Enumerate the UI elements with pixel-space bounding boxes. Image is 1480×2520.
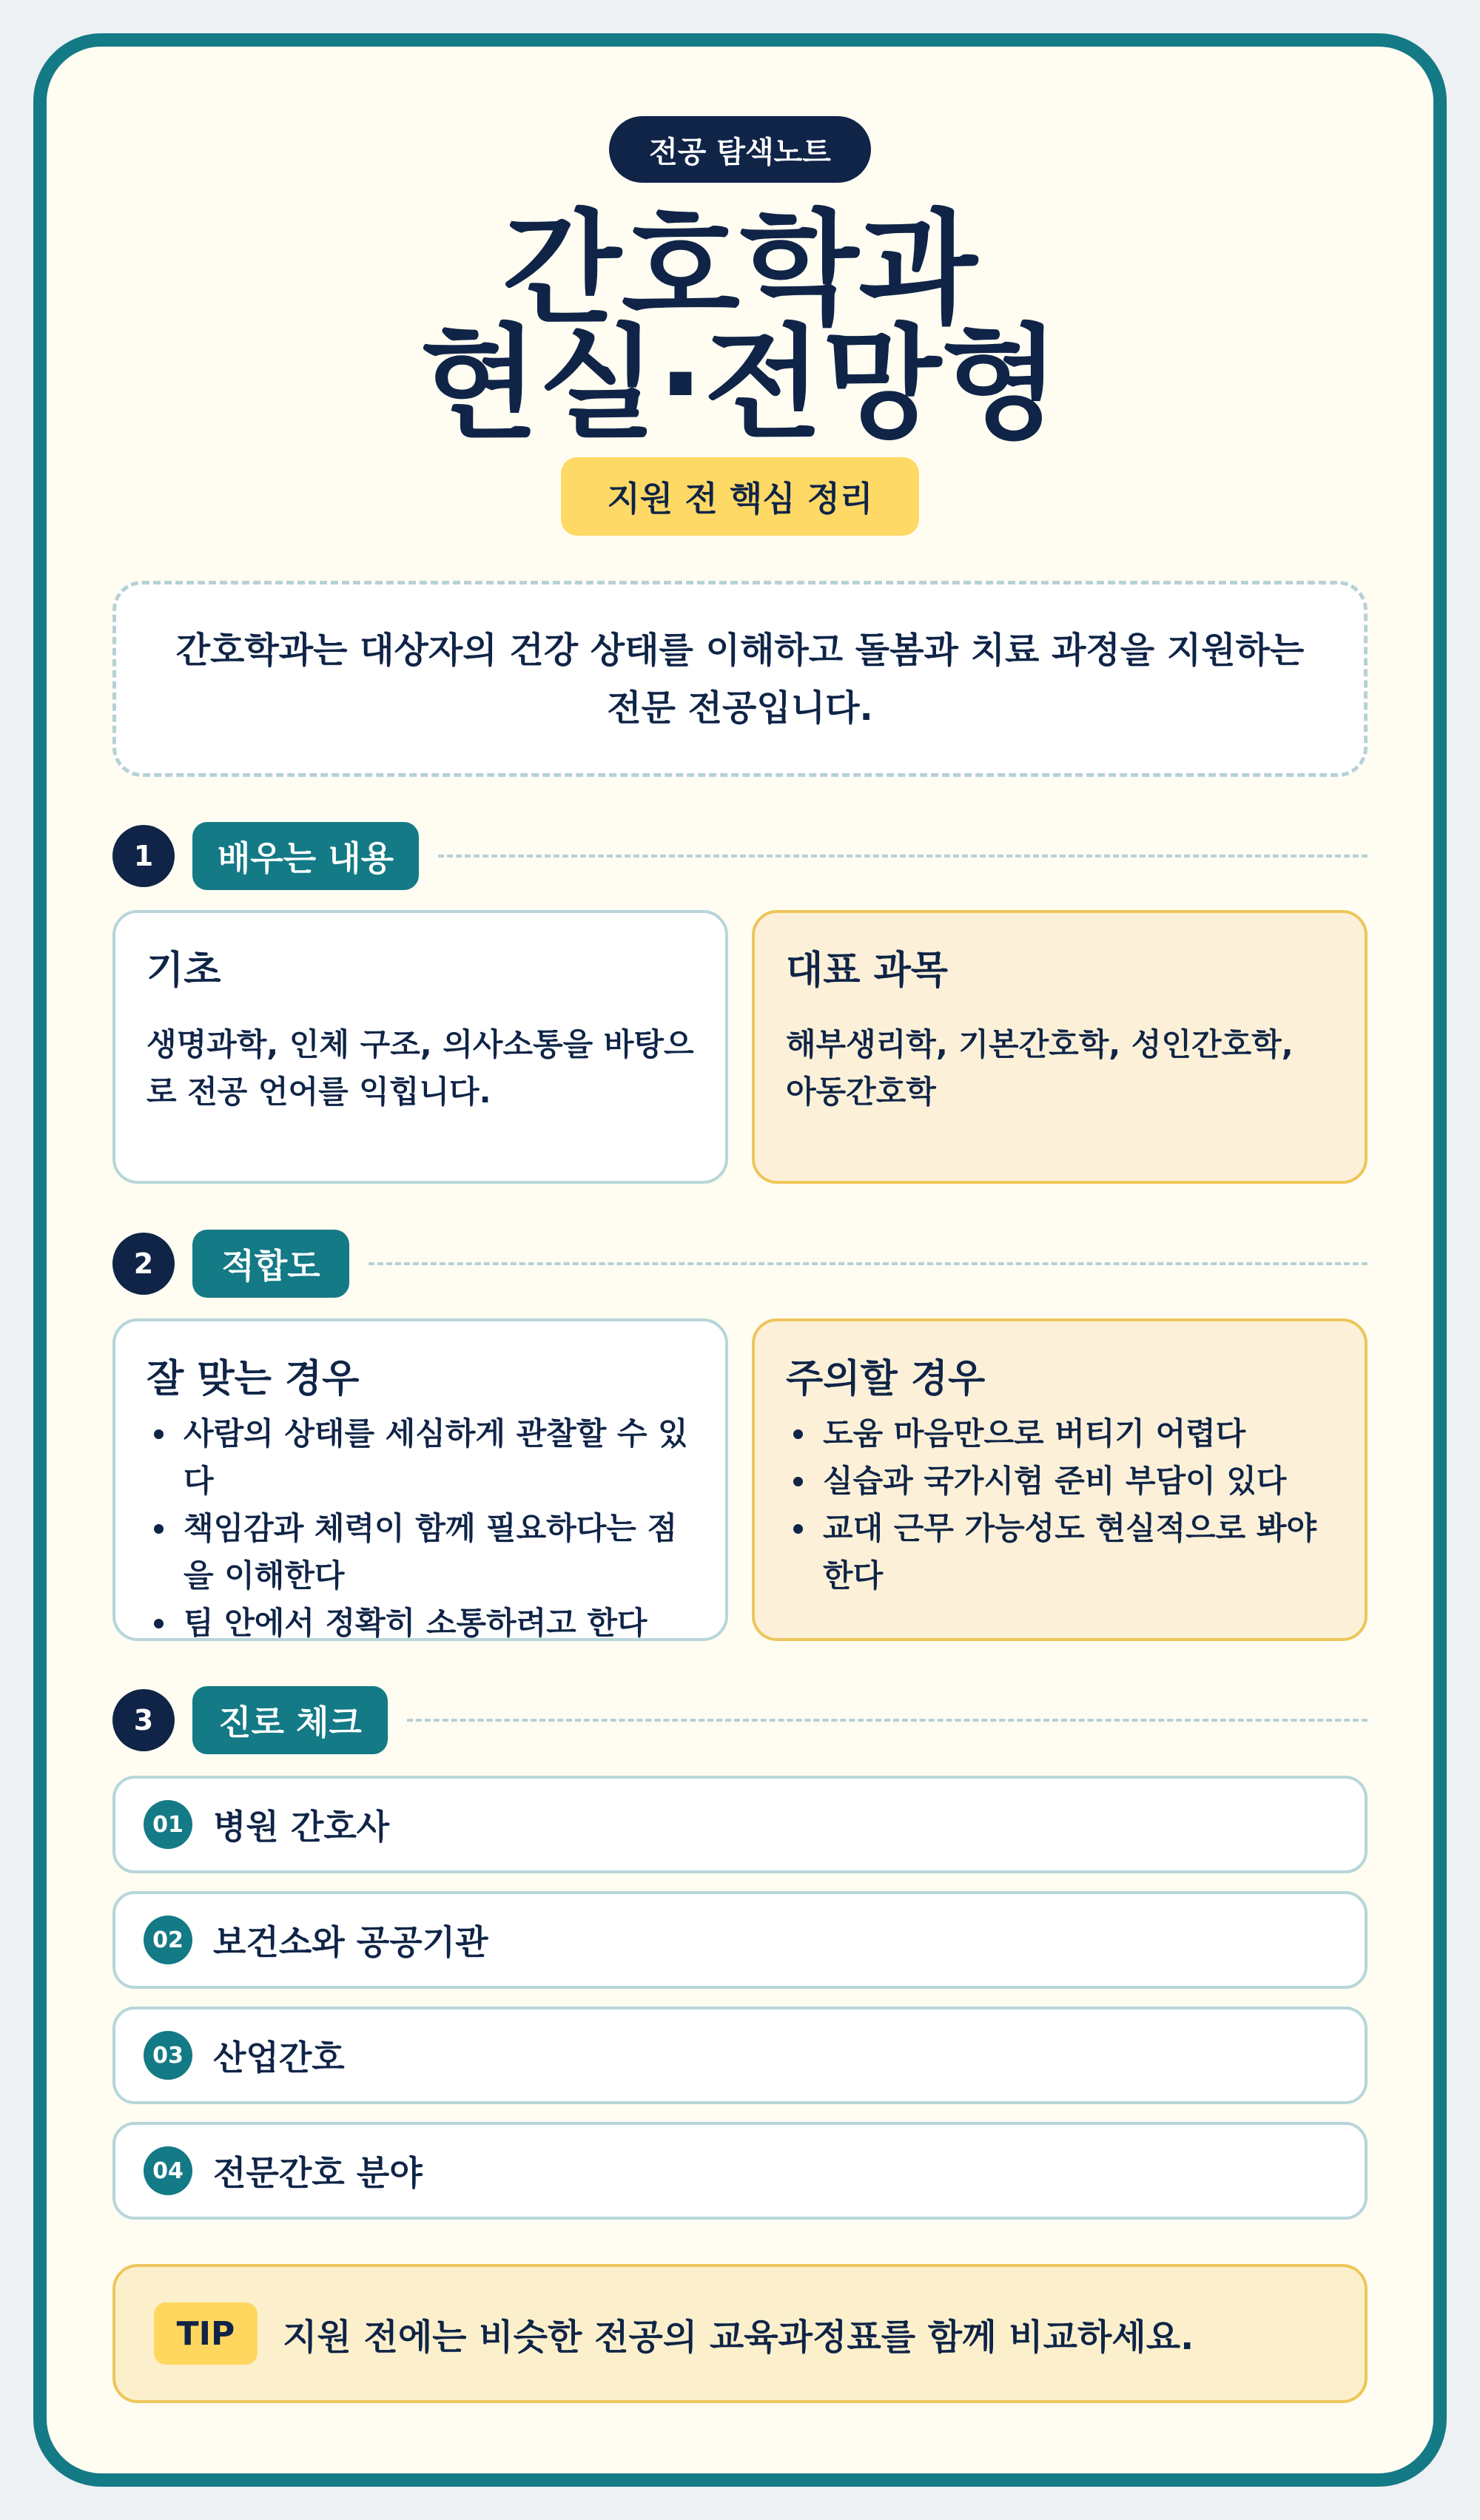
section-2-number: 2: [112, 1233, 175, 1295]
caution-item: 교대 근무 가능성도 현실적으로 봐야 한다: [786, 1505, 1333, 1600]
section-3-number: 3: [112, 1689, 175, 1751]
tip-tag: TIP: [154, 2302, 258, 2365]
career-item: [112, 1776, 1368, 1873]
career-number: 03: [144, 2031, 192, 2080]
section-1-label: 배우는 내용: [192, 822, 419, 890]
section-2-label: 적합도: [192, 1230, 349, 1298]
section-2-divider: [369, 1262, 1368, 1265]
good-fit-item: 팀 안에서 정확히 소통하려고 한다: [147, 1600, 694, 1647]
core-subjects-card: [752, 910, 1368, 1184]
intro-box: [112, 581, 1368, 777]
good-fit-card: [112, 1318, 728, 1641]
core-subjects-text: 해부생리학, 기본간호학, 성인간호학, 아동간호학: [786, 1026, 1294, 1110]
tip-text: 지원 전에는 비슷한 전공의 교육과정표를 함께 비교하세요.: [283, 2316, 1194, 2358]
career-item: [112, 1891, 1368, 1989]
good-fit-item: 책임감과 체력이 함께 필요하다는 점을 이해한다: [147, 1505, 694, 1600]
good-fit-title: 잘 맞는 경우: [147, 1357, 360, 1401]
page-title: 간호학과: [502, 198, 978, 341]
caution-item: 실습과 국가시험 준비 부담이 있다: [786, 1458, 1333, 1505]
section-3-label: 진로 체크: [192, 1686, 388, 1754]
basics-title: 기초: [147, 949, 221, 993]
summary-pill: 지원 전 핵심 정리: [561, 457, 919, 536]
career-number: 02: [144, 1916, 192, 1964]
basics-text: 생명과학, 인체 구조, 의사소통을 바탕으로 전공 언어를 익힙니다.: [147, 1026, 694, 1110]
basics-card: [112, 910, 728, 1184]
core-subjects-title: 대표 과목: [786, 949, 949, 993]
category-badge: 전공 탐색노트: [609, 116, 871, 183]
career-label: 보건소와 공공기관: [213, 1922, 488, 1962]
caution-card: [752, 1318, 1368, 1641]
career-number: 01: [144, 1800, 192, 1849]
caution-title: 주의할 경우: [786, 1357, 986, 1401]
page-subtitle-title: 현실·전망형: [420, 313, 1060, 456]
tip-box: [112, 2264, 1368, 2403]
career-label: 산업간호: [213, 2038, 345, 2078]
career-item: [112, 2122, 1368, 2220]
intro-text: 간호학과는 대상자의 건강 상태를 이해하고 돌봄과 치료 과정을 지원하는 전문 전공입니다.: [175, 629, 1305, 729]
section-1-number: 1: [112, 825, 175, 887]
career-item: [112, 2007, 1368, 2104]
career-number: 04: [144, 2146, 192, 2195]
section-3-divider: [407, 1719, 1368, 1722]
caution-item: 도움 마음만으로 버티기 어렵다: [786, 1410, 1333, 1458]
career-label: 병원 간호사: [213, 1807, 390, 1847]
good-fit-item: 사람의 상태를 세심하게 관찰할 수 있다: [147, 1410, 694, 1505]
section-1-divider: [438, 855, 1368, 858]
career-label: 전문간호 분야: [213, 2153, 423, 2193]
